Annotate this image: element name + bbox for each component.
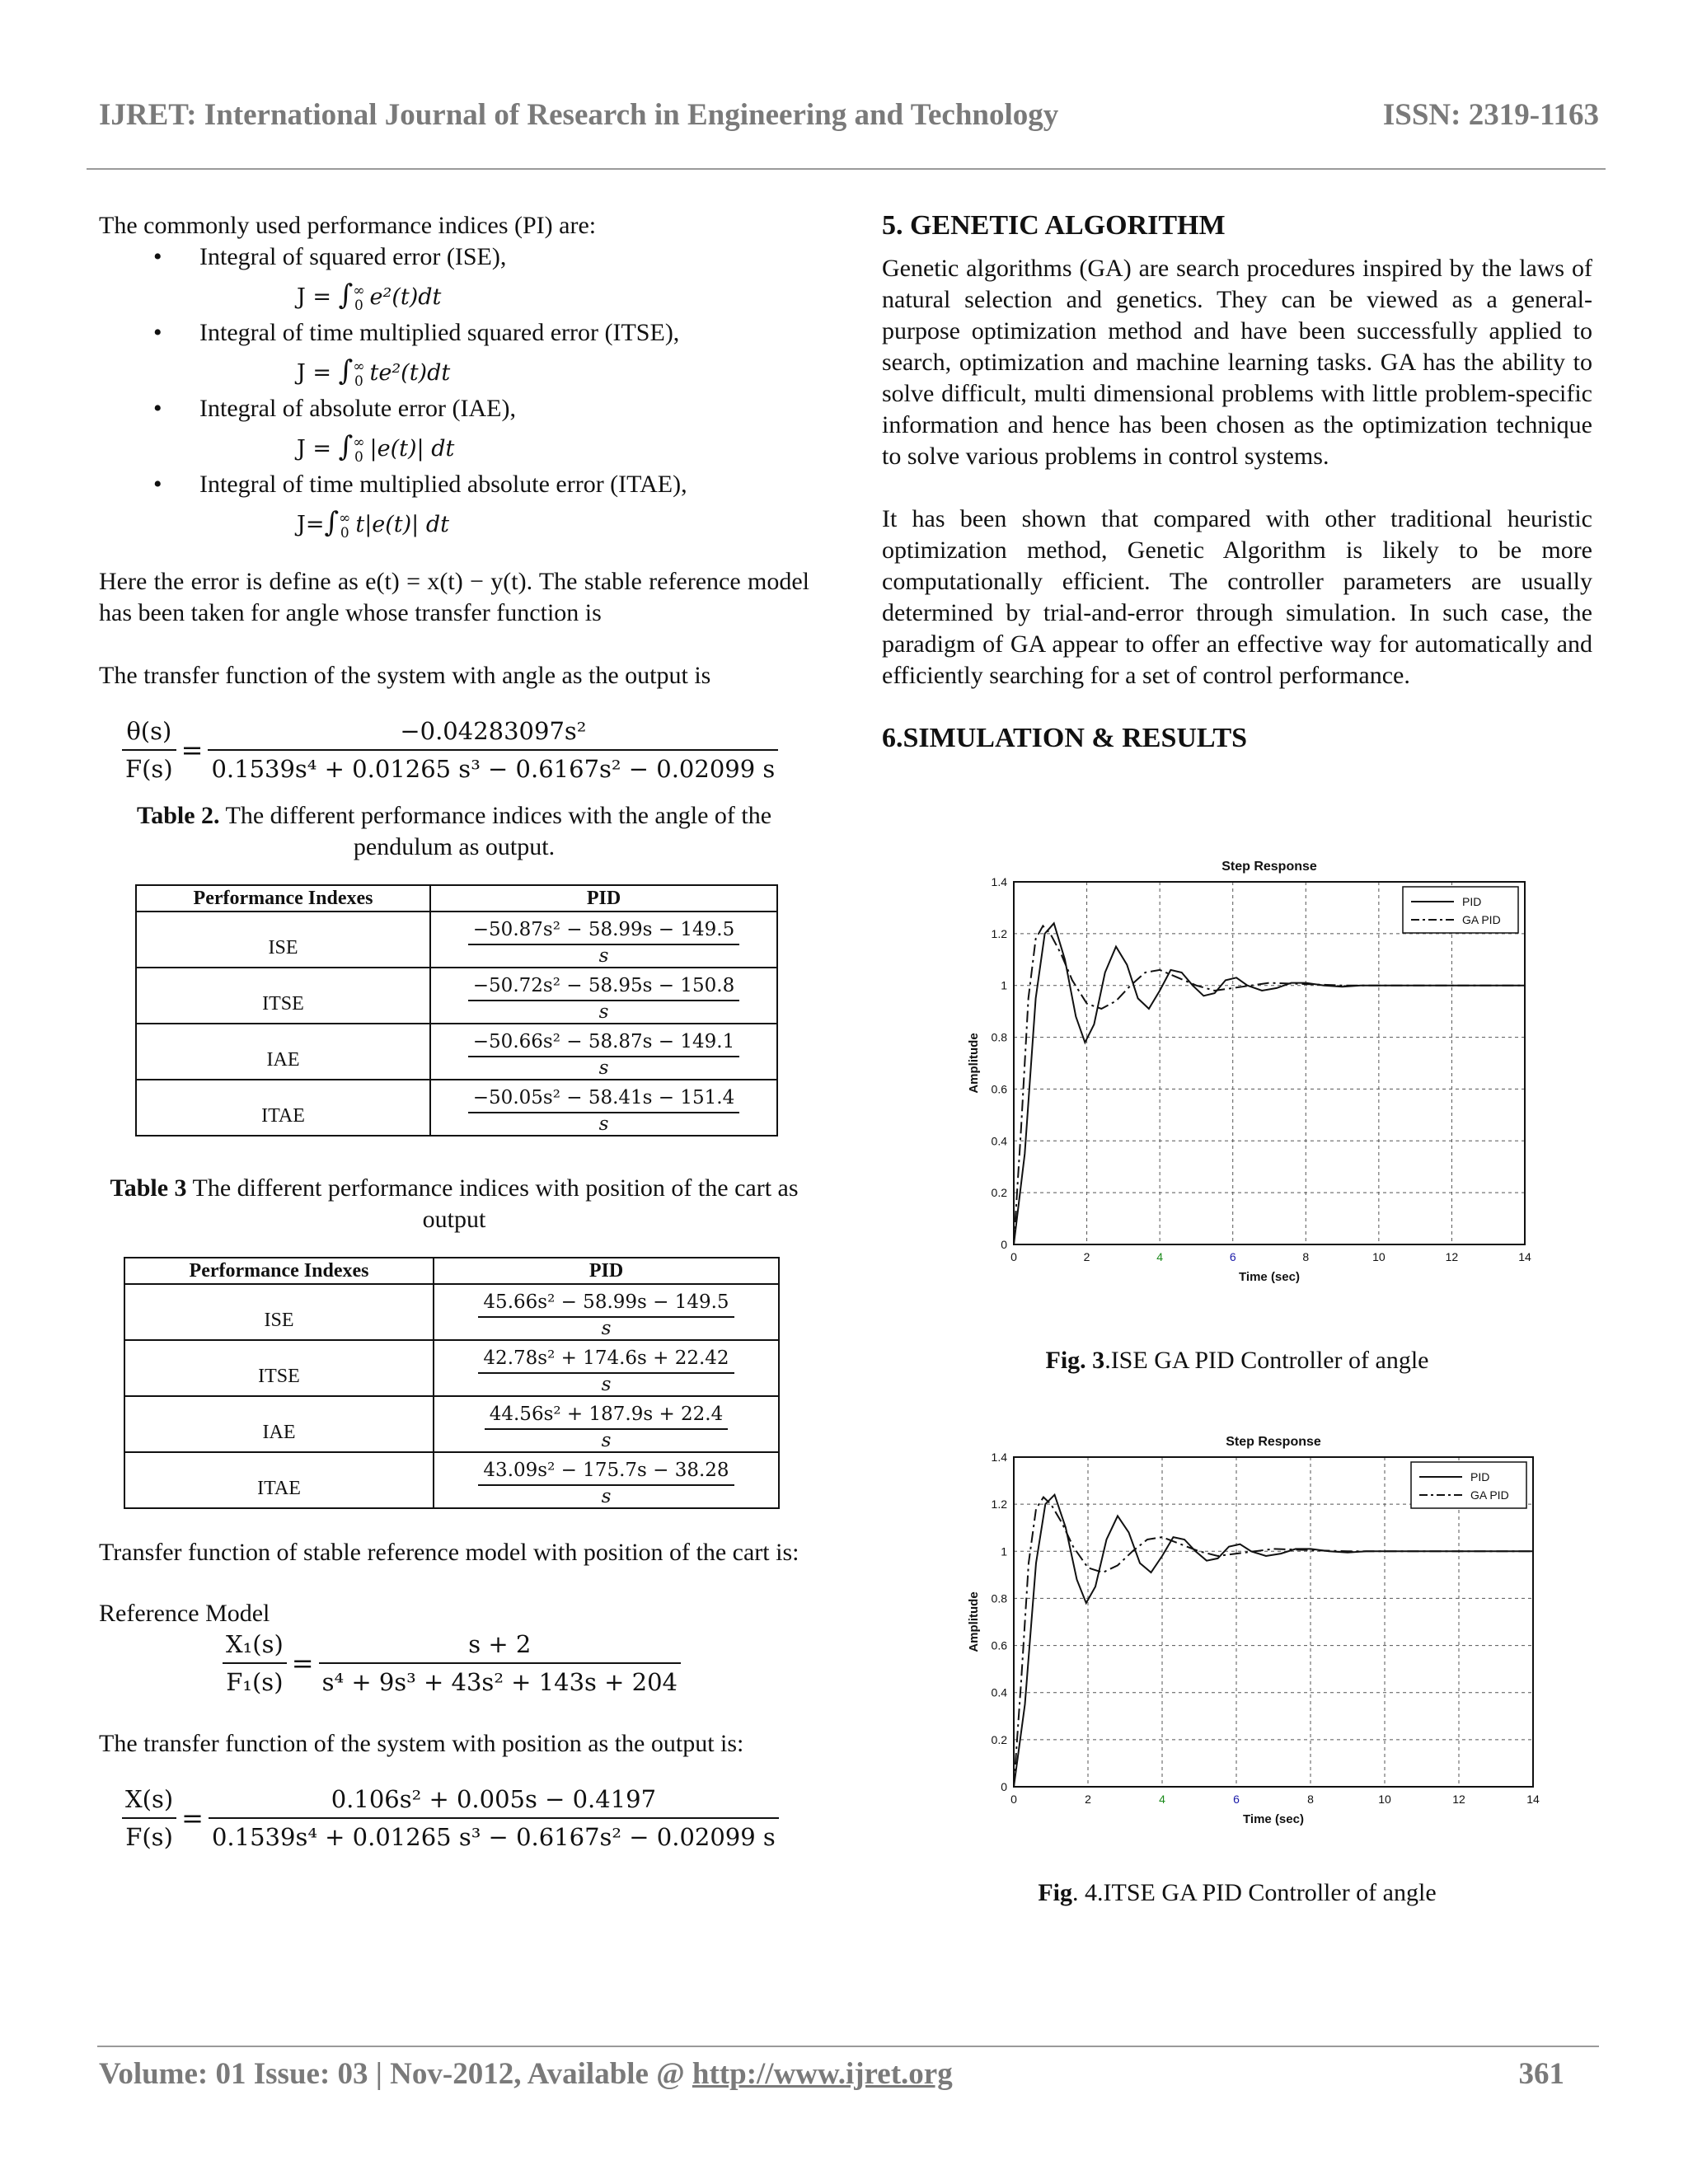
- pid-cell: [434, 1340, 779, 1396]
- fig4-caption-text: . 4.ITSE GA PID Controller of angle: [1072, 1879, 1437, 1906]
- rhs-numerator: −0.04283097s²: [400, 717, 587, 745]
- lhs-numerator: X₁(s): [226, 1630, 284, 1658]
- legend-label: GA PID: [1470, 1488, 1509, 1502]
- index-cell: ISE: [136, 912, 430, 968]
- index-label: Integral of absolute error (IAE),: [199, 395, 516, 422]
- pid-numerator: 43.09s² − 175.7s − 38.28: [478, 1460, 734, 1486]
- x-tick-label: 4: [1159, 1793, 1165, 1806]
- x-tick-label: 10: [1378, 1793, 1391, 1806]
- rhs-numerator: s + 2: [468, 1630, 532, 1658]
- ref-model-label: Reference Model: [99, 1600, 270, 1627]
- reference-model-equation: [99, 1629, 809, 1697]
- y-tick-label: 0.4: [991, 1134, 1007, 1148]
- x-tick-label: 14: [1526, 1793, 1540, 1806]
- legend-box: [1411, 1462, 1526, 1508]
- pid-cell: [430, 968, 777, 1024]
- x-tick-label: 4: [1156, 1250, 1164, 1263]
- legend-box: [1403, 887, 1518, 933]
- rhs-fraction: [209, 1784, 779, 1852]
- legend-label: PID: [1462, 895, 1482, 908]
- rhs-fraction: [319, 1629, 681, 1697]
- page-footer: [99, 2056, 1564, 2092]
- table2-caption-text: The different performance indices with the angle of the pendulum as output.: [219, 802, 772, 860]
- x-tick-label: 2: [1083, 1250, 1090, 1263]
- ga-heading: 5. GENETIC ALGORITHM: [882, 210, 1226, 241]
- pid-cell: [430, 1024, 777, 1080]
- list-item: [99, 241, 809, 273]
- upper-limit: ∞: [353, 358, 365, 375]
- x-tick-label: 6: [1229, 1250, 1236, 1263]
- index-label: Integral of squared error (ISE),: [199, 243, 507, 270]
- index-cell: ITAE: [136, 1080, 430, 1136]
- column-header: PID: [430, 885, 777, 912]
- list-item: [99, 393, 809, 424]
- table-row: [124, 1396, 779, 1452]
- equation-j: J =: [297, 284, 332, 310]
- y-tick-label: 0: [1001, 1780, 1007, 1793]
- lhs-fraction: [122, 716, 176, 784]
- rhs-denominator: 0.1539s⁴ + 0.01265 s³ − 0.6167s² − 0.02099 s: [209, 1817, 779, 1852]
- integral-limits: [339, 511, 350, 541]
- pid-denominator: s: [598, 1057, 609, 1079]
- table-row: [124, 1452, 779, 1508]
- page-header: [99, 97, 1599, 133]
- equals-sign: =: [181, 734, 204, 766]
- chart-title: Step Response: [1221, 860, 1317, 874]
- integral-sign: ∫: [338, 354, 354, 387]
- index-cell: ITSE: [124, 1340, 434, 1396]
- page-number: 361: [1518, 2057, 1564, 2091]
- y-tick-label: 1.2: [991, 1497, 1007, 1511]
- x-tick-label: 14: [1518, 1250, 1531, 1263]
- integral-sign: ∫: [338, 279, 354, 312]
- figure-4-caption: [882, 1877, 1592, 1909]
- series-line-pid: [1014, 1495, 1533, 1787]
- lhs-denominator: F₁(s): [223, 1662, 286, 1697]
- y-tick-label: 0.2: [991, 1186, 1007, 1200]
- y-tick-label: 0.6: [991, 1638, 1007, 1652]
- y-tick-label: 1.4: [991, 875, 1007, 888]
- list-item: [99, 317, 809, 349]
- lower-limit: 0: [354, 297, 363, 314]
- y-tick-label: 0.8: [991, 1591, 1007, 1605]
- y-tick-label: 0.2: [991, 1732, 1007, 1746]
- x-tick-label: 8: [1307, 1793, 1314, 1806]
- integrand: te²(t)dt: [369, 360, 451, 386]
- table3-caption-text: The different performance indices with position of the cart as output: [186, 1174, 799, 1233]
- pid-numerator: −50.87s² − 58.99s − 149.5: [468, 919, 739, 945]
- pid-denominator: s: [598, 945, 609, 967]
- series-line-pid: [1014, 923, 1525, 1244]
- y-tick-label: 0.8: [991, 1030, 1007, 1044]
- footer-text: Volume: 01 Issue: 03 | Nov-2012, Available @: [99, 2057, 692, 2091]
- integral-sign: ∫: [324, 506, 340, 539]
- list-item: [99, 469, 809, 500]
- equals-sign: =: [181, 1802, 204, 1834]
- footer-rule: [97, 2046, 1599, 2047]
- header-rule: [87, 168, 1606, 170]
- ga-paragraph-2: It has been shown that compared with other traditional heuristic optimization method, Genetic Algorithm is likely to be more computationally efficient. The controller parameters are usually determined by trial-and-error through simulation. In such case, the paradigm of GA appear to offer an effective way for automatically and efficiently searching for a set of control performance.: [882, 505, 1592, 689]
- rhs-denominator: s⁴ + 9s³ + 43s² + 143s + 204: [319, 1662, 681, 1697]
- index-label: Integral of time multiplied squared error (ITSE),: [199, 319, 680, 346]
- angle-transfer-function: [99, 716, 809, 784]
- x-axis-label: Time (sec): [1239, 1270, 1300, 1284]
- iae-equation: [99, 424, 809, 469]
- table-header-row: [136, 885, 777, 912]
- equals-sign: =: [291, 1647, 314, 1679]
- x-tick-label: 8: [1302, 1250, 1310, 1263]
- table2-caption: [99, 800, 809, 863]
- lower-limit: 0: [354, 448, 363, 466]
- bullet-icon: •: [153, 319, 162, 346]
- error-definition: Here the error is define as e(t) = x(t) − y(t). The stable reference model has been taken for angle whose transfer function is: [99, 568, 809, 626]
- bullet-icon: •: [153, 243, 162, 270]
- figure-3-caption: [882, 1345, 1592, 1376]
- integral-sign: ∫: [338, 430, 354, 463]
- table-3: [124, 1257, 780, 1509]
- ise-equation: [99, 273, 809, 317]
- column-header: Performance Indexes: [124, 1258, 434, 1284]
- index-cell: ITAE: [124, 1452, 434, 1508]
- index-cell: IAE: [136, 1024, 430, 1080]
- itse-equation: [99, 349, 809, 393]
- upper-limit: ∞: [353, 434, 365, 451]
- column-header: Performance Indexes: [136, 885, 430, 912]
- equation-j: J =: [297, 360, 332, 386]
- rhs-numerator: 0.106s² + 0.005s − 0.4197: [331, 1785, 657, 1813]
- upper-limit: ∞: [353, 282, 365, 299]
- chart-title: Step Response: [1226, 1435, 1321, 1449]
- pid-denominator: s: [598, 1001, 609, 1023]
- pid-numerator: −50.72s² − 58.95s − 150.8: [468, 975, 739, 1001]
- table-row: [124, 1284, 779, 1340]
- tf-position-intro: The transfer function of the system with position as the output is:: [99, 1730, 744, 1757]
- pid-numerator: 45.66s² − 58.99s − 149.5: [478, 1291, 734, 1318]
- performance-index-list: [99, 393, 809, 424]
- ref-model-intro: Transfer function of stable reference model with position of the cart is:: [99, 1539, 799, 1566]
- table-row: [136, 1080, 777, 1136]
- y-tick-label: 1.4: [991, 1451, 1007, 1464]
- integral-limits: [353, 435, 364, 465]
- journal-title: IJRET: International Journal of Research in Engineering and Technology: [99, 98, 1059, 132]
- performance-index-list: [99, 241, 809, 273]
- figure-3-step-response-chart: [956, 857, 1550, 1302]
- footer-volume: [99, 2056, 953, 2092]
- x-axis-label: Time (sec): [1243, 1812, 1304, 1826]
- table-2: [135, 884, 778, 1137]
- y-axis-label: Amplitude: [967, 1033, 981, 1094]
- equation-j: J=: [297, 512, 325, 537]
- index-cell: ITSE: [136, 968, 430, 1024]
- x-tick-label: 6: [1233, 1793, 1240, 1806]
- y-tick-label: 1: [1001, 978, 1007, 992]
- pid-denominator: s: [601, 1430, 612, 1451]
- rhs-fraction: [208, 716, 778, 784]
- x-tick-label: 12: [1445, 1250, 1459, 1263]
- left-column: [99, 210, 809, 1852]
- table3-caption-bold: Table 3: [110, 1174, 187, 1202]
- ga-paragraph-1: Genetic algorithms (GA) are search procedures inspired by the laws of natural selection and genetics. They can be viewed as a general-purpose optimization method and have been successfully applied to search, optimization and machine learning tasks. GA has the ability to solve difficult, multi dimensional problems with little problem-specific information and hence has been chosen as the optimization technique to solve various problems in control systems.: [882, 255, 1592, 470]
- index-label: Integral of time multiplied absolute error (ITAE),: [199, 471, 687, 498]
- lhs-fraction: [122, 1784, 176, 1852]
- integrand: t|e(t)| dt: [355, 512, 449, 537]
- y-tick-label: 1.2: [991, 926, 1007, 940]
- upper-limit: ∞: [339, 509, 351, 527]
- x-tick-label: 12: [1452, 1793, 1465, 1806]
- simulation-heading: 6.SIMULATION & RESULTS: [882, 723, 1248, 753]
- x-tick-label: 10: [1372, 1250, 1386, 1263]
- table-row: [124, 1340, 779, 1396]
- rhs-denominator: 0.1539s⁴ + 0.01265 s³ − 0.6167s² − 0.02099 s: [208, 749, 778, 784]
- bullet-icon: •: [153, 471, 162, 498]
- pid-numerator: 42.78s² + 174.6s + 22.42: [478, 1347, 734, 1374]
- integral-limits: [353, 359, 364, 389]
- y-tick-label: 0.4: [991, 1685, 1007, 1699]
- footer-link[interactable]: http://www.ijret.org: [692, 2057, 953, 2091]
- lhs-fraction: [223, 1629, 287, 1697]
- table3-caption: [99, 1173, 809, 1235]
- pid-cell: [434, 1396, 779, 1452]
- lower-limit: 0: [354, 373, 363, 390]
- pid-numerator: −50.66s² − 58.87s − 149.1: [468, 1031, 739, 1057]
- x-tick-label: 0: [1010, 1793, 1017, 1806]
- pid-denominator: s: [601, 1318, 612, 1339]
- lhs-numerator: θ(s): [126, 717, 172, 745]
- column-header: PID: [434, 1258, 779, 1284]
- series-line-ga-pid: [1014, 1497, 1533, 1787]
- table-row: [136, 968, 777, 1024]
- performance-index-list: [99, 317, 809, 349]
- figure-4-step-response-chart: [956, 1432, 1558, 1844]
- right-column: [882, 210, 1592, 754]
- fig3-caption-text: .ISE GA PID Controller of angle: [1104, 1347, 1429, 1374]
- lhs-denominator: F(s): [122, 749, 176, 784]
- pid-denominator: s: [598, 1113, 609, 1135]
- position-transfer-function: [99, 1784, 809, 1852]
- pid-denominator: s: [601, 1486, 612, 1507]
- x-tick-label: 0: [1010, 1250, 1017, 1263]
- integrand: |e(t)| dt: [369, 436, 455, 462]
- pid-numerator: 44.56s² + 187.9s + 22.4: [485, 1404, 729, 1430]
- bullet-icon: •: [153, 395, 162, 422]
- legend-label: PID: [1470, 1470, 1490, 1483]
- pid-cell: [430, 912, 777, 968]
- fig3-caption-bold: Fig. 3: [1045, 1347, 1105, 1374]
- table-header-row: [124, 1258, 779, 1284]
- pi-intro: The commonly used performance indices (PI) are:: [99, 212, 597, 239]
- table2-caption-bold: Table 2.: [136, 802, 220, 829]
- integrand: e²(t)dt: [369, 284, 442, 310]
- lhs-denominator: F(s): [122, 1817, 176, 1852]
- pid-cell: [430, 1080, 777, 1136]
- pid-cell: [434, 1284, 779, 1340]
- series-line-ga-pid: [1014, 926, 1525, 1244]
- y-tick-label: 1: [1001, 1544, 1007, 1558]
- y-tick-label: 0: [1001, 1238, 1007, 1251]
- tf-angle-intro: The transfer function of the system with angle as the output is: [99, 662, 711, 689]
- legend-label: GA PID: [1462, 913, 1501, 926]
- index-cell: ISE: [124, 1284, 434, 1340]
- y-axis-label: Amplitude: [967, 1591, 981, 1652]
- performance-index-list: [99, 469, 809, 500]
- equation-j: J =: [297, 436, 332, 462]
- pid-cell: [434, 1452, 779, 1508]
- itae-equation: [99, 500, 809, 545]
- table-row: [136, 912, 777, 968]
- lhs-numerator: X(s): [125, 1785, 174, 1813]
- pid-denominator: s: [601, 1374, 612, 1395]
- issn: ISSN: 2319-1163: [1382, 98, 1599, 132]
- index-cell: IAE: [124, 1396, 434, 1452]
- integral-limits: [353, 284, 364, 313]
- fig4-caption-bold: Fig: [1038, 1879, 1073, 1906]
- table-row: [136, 1024, 777, 1080]
- pid-numerator: −50.05s² − 58.41s − 151.4: [468, 1087, 739, 1113]
- plot-frame: [1014, 882, 1525, 1244]
- y-tick-label: 0.6: [991, 1082, 1007, 1096]
- lower-limit: 0: [340, 524, 349, 541]
- x-tick-label: 2: [1085, 1793, 1091, 1806]
